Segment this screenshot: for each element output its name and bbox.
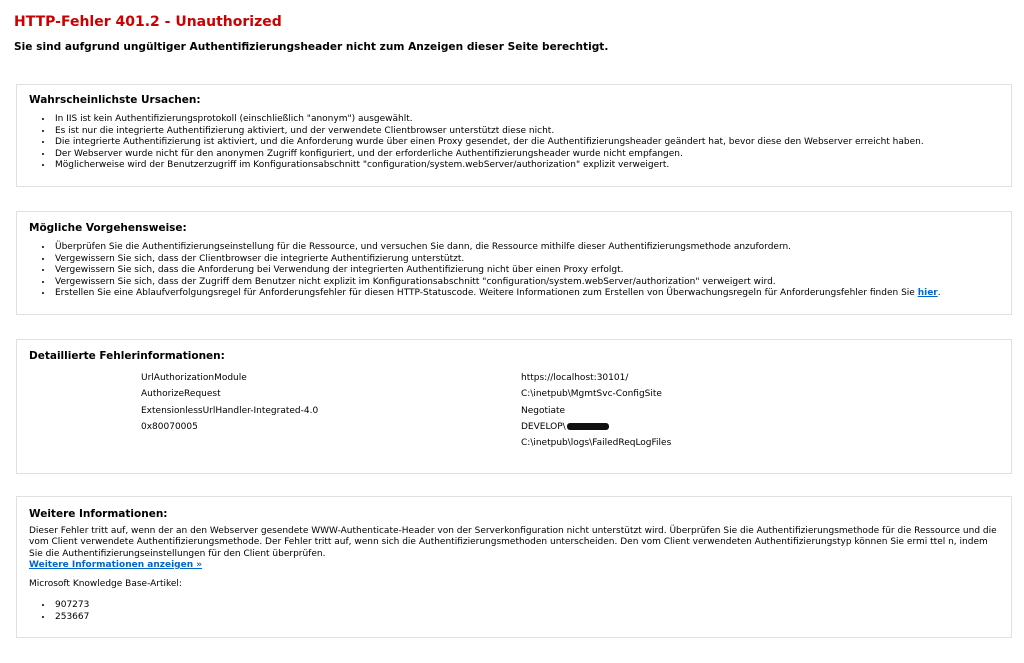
more-info-link[interactable]: Weitere Informationen anzeigen » — [29, 560, 203, 570]
detail-value-fehlercode: 0x80070005 — [141, 422, 198, 432]
cause-item: • Der Webserver wurde nicht für den anonymen Zugriff konfiguriert, und der erforderliche Authentifizierungsheader wurde nicht empfangen. — [53, 149, 924, 161]
hier-link[interactable]: hier — [917, 288, 938, 298]
detail-value-handler: ExtensionlessUrlHandler-Integrated-4.0 — [141, 406, 319, 416]
actions-list — [53, 242, 941, 300]
actions-heading: Mögliche Vorgehensweise: — [29, 222, 187, 234]
action-item-text: Erstellen Sie eine Ablaufverfolgungsregel für Anforderungsfehler für diesen HTTP-Statuscode. Weitere Informationen zum Erstellen von Überwachungsregeln für Anforderungsfehler finden Sie — [55, 288, 918, 298]
action-item — [53, 288, 941, 300]
action-item-end: . — [937, 288, 941, 298]
detail-value-anmeldemethode: Negotiate — [521, 406, 566, 416]
actions-section — [16, 211, 1012, 315]
detail-value-benachrichtigung: AuthorizeRequest — [141, 389, 221, 399]
detail-value-modul: UrlAuthorizationModule — [141, 373, 247, 383]
action-item: • Vergewissern Sie sich, dass der Clientbrowser die integrierte Authentifizierung unterstützt. — [53, 254, 941, 266]
user-domain: DEVELOP\ — [521, 422, 566, 432]
more-description: Dieser Fehler tritt auf, wenn der an den Webserver gesendete WWW-Authenticate-Header von der Serverkonfiguration nicht unterstützt wird. Überprüfen Sie die Authentifizierungsmethode für die Ressource und die vom Client verwendete Authentifizierungsmethode. Der Fehler tritt auf, wenn sich die Authentifizierungsmethoden unterscheiden. Den vom Client verwendeten Authentifizierungstyp können Sie ermi ttel n, indem Sie die Authentifizierungseinstellungen für den Client überprüfen. — [29, 526, 997, 559]
detail-value-benutzer — [521, 422, 609, 432]
action-item: • Überprüfen Sie die Authentifizierungseinstellung für die Ressource, und versuchen Sie dann, die Ressource mithilfe dieser Authentifizierungsmethode anzufordern. — [53, 242, 941, 254]
kb-title: Microsoft Knowledge Base-Artikel: — [29, 579, 182, 589]
causes-heading: Wahrscheinlichste Ursachen: — [29, 94, 201, 106]
detail-value-verzeichnis: C:\inetpub\logs\FailedReqLogFiles — [521, 438, 672, 448]
kb-item: • 907273 — [53, 600, 89, 612]
redacted-username — [567, 423, 609, 430]
more-info-section — [16, 496, 1012, 638]
details-heading: Detaillierte Fehlerinformationen: — [29, 350, 225, 362]
causes-section — [16, 84, 1012, 187]
details-section — [16, 339, 1012, 474]
action-item: • Vergewissern Sie sich, dass der Zugriff dem Benutzer nicht explizit im Konfigurationsabschnitt "configuration/system.webServer/authorization" verweigert wird. — [53, 277, 941, 289]
causes-list — [53, 114, 924, 172]
more-heading: Weitere Informationen: — [29, 508, 168, 520]
detail-value-url: https://localhost:30101/ — [521, 373, 629, 383]
cause-item: • In IIS ist kein Authentifizierungsprotokoll (einschließlich "anonym") ausgewählt. — [53, 114, 924, 126]
action-item: • Vergewissern Sie sich, dass die Anforderung bei Verwendung der integrierten Authentifizierung nicht über einen Proxy erfolgt. — [53, 265, 941, 277]
cause-item: • Die integrierte Authentifizierung ist aktiviert, und die Anforderung wurde über einen Proxy gesendet, der die Authentifizierungsheader geändert hat, bevor diese den Webserver erreicht haben. — [53, 137, 924, 149]
error-title: HTTP-Fehler 401.2 - Unauthorized — [14, 14, 282, 30]
kb-list — [53, 600, 89, 623]
error-subtitle: Sie sind aufgrund ungültiger Authentifizierungsheader nicht zum Anzeigen dieser Seite berechtigt. — [14, 41, 609, 53]
detail-value-pfad: C:\inetpub\MgmtSvc-ConfigSite — [521, 389, 662, 399]
cause-item: • Möglicherweise wird der Benutzerzugriff im Konfigurationsabschnitt "configuration/system.webServer/authorization" explizit verweigert. — [53, 160, 924, 172]
cause-item: • Es ist nur die integrierte Authentifizierung aktiviert, und der verwendete Clientbrowser unterstützt diese nicht. — [53, 126, 924, 138]
kb-item: • 253667 — [53, 612, 89, 624]
